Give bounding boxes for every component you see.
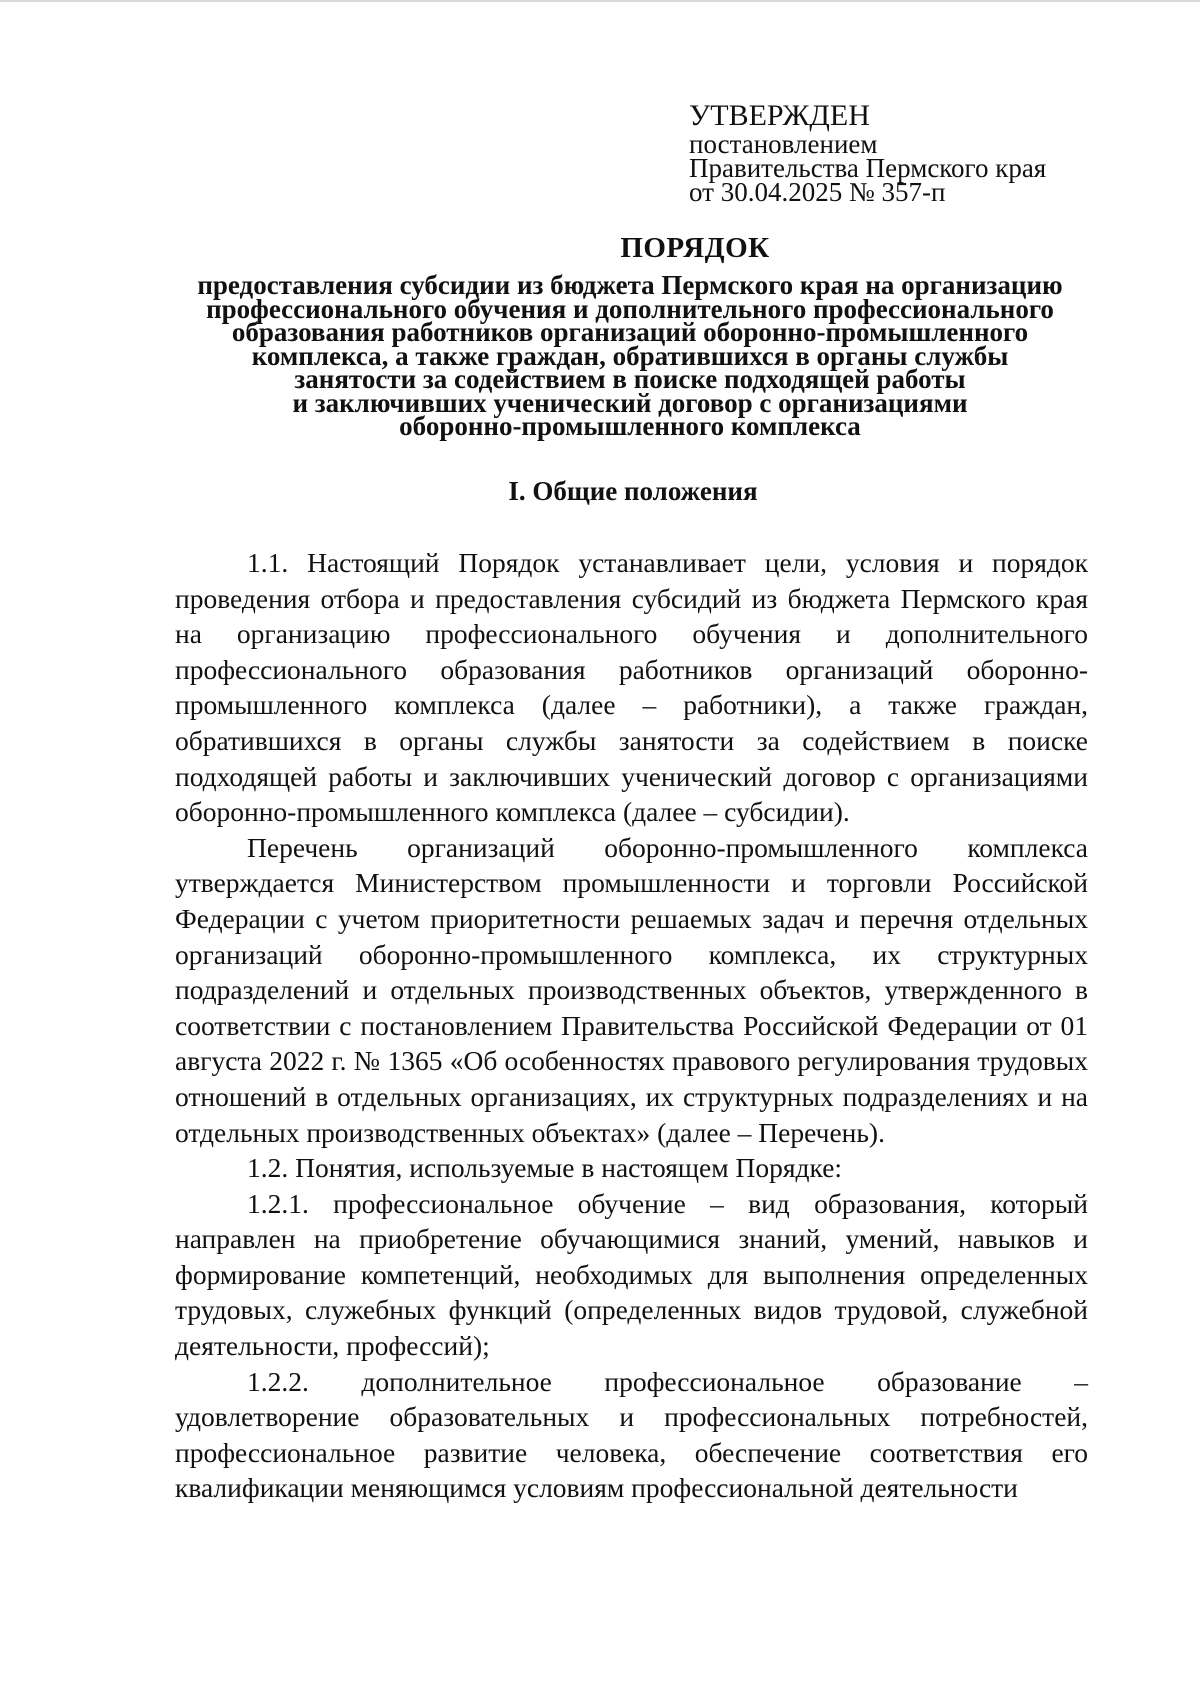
- approval-line-date-number: от 30.04.2025 № 357-п: [689, 177, 946, 207]
- paragraph-1-2-2: 1.2.2. дополнительное профессиональное образование – удовлетворение образовательных и профессиональных потребностей, профессиональное развитие человека, обеспечение соответствия его квалификации меняющимся условиям профессиональной деятельности: [175, 1365, 1088, 1504]
- section-heading-general-provisions: I. Общие положения: [508, 476, 758, 506]
- document-title: ПОРЯДОК: [620, 232, 770, 264]
- paragraph-1-2: 1.2. Понятия, используемые в настоящем Порядке:: [247, 1152, 843, 1184]
- subtitle-line: образования работников организаций оборонно-промышленного: [231, 317, 1029, 347]
- scan-top-edge: [0, 0, 1200, 2]
- paragraph-list-of-organizations: Перечень организаций оборонно-промышленного комплекса утверждается Министерством промышленности и торговли Российской Федерации с учетом приоритетности решаемых задач и перечня отдельных организаций оборонно-промышленного комплекса, их структурных подразделений и отдельных производственных объектов, утвержденного в соответствии с постановлением Правительства Российской Федерации от 01 августа 2022 г. № 1365 «Об особенностях правового регулирования трудовых отношений в отдельных организациях, их структурных подразделениях и на отдельных производственных объектах» (далее – Перечень).: [175, 831, 1088, 1148]
- subtitle-line: предоставления субсидии из бюджета Пермского края на организацию: [197, 270, 1063, 300]
- subtitle-line: комплекса, а также граждан, обратившихся в органы службы: [251, 340, 1009, 371]
- approval-line-resolution: постановлением: [689, 129, 878, 159]
- subtitle-line: оборонно-промышленного комплекса: [399, 411, 861, 441]
- subtitle-line: занятости за содействием в поиске подходящей работы: [294, 364, 966, 394]
- document-subtitle: [175, 270, 1085, 441]
- subtitle-line: профессионального обучения и дополнительного профессионального: [206, 293, 1054, 324]
- approval-stamp-block: [689, 99, 1129, 207]
- approval-line-government: Правительства Пермского края: [689, 153, 1047, 183]
- section-body: [175, 545, 1088, 1506]
- paragraph-1-2-1: 1.2.1. профессиональное обучение – вид образования, который направлен на приобретение обучающимися знаний, умений, навыков и формирование компетенций, необходимых для выполнения определенных трудовых, служебных функций (определенных видов трудовой, служебной деятельности, профессий);: [175, 1187, 1088, 1362]
- subtitle-line: и заключивших ученический договор с организациями: [292, 387, 968, 418]
- paragraph-1-1: 1.1. Настоящий Порядок устанавливает цели, условия и порядок проведения отбора и предоставления субсидий из бюджета Пермского края на организацию профессионального обучения и дополнительного профессионального образования работников организаций оборонно-промышленного комплекса (далее – работники), а также граждан, обратившихся в органы службы занятости за содействием в поиске подходящей работы и заключивших ученический договор с организациями оборонно-промышленного комплекса (далее – субсидии).: [175, 547, 1088, 828]
- approval-line-approved: УТВЕРЖДЕН: [689, 99, 870, 132]
